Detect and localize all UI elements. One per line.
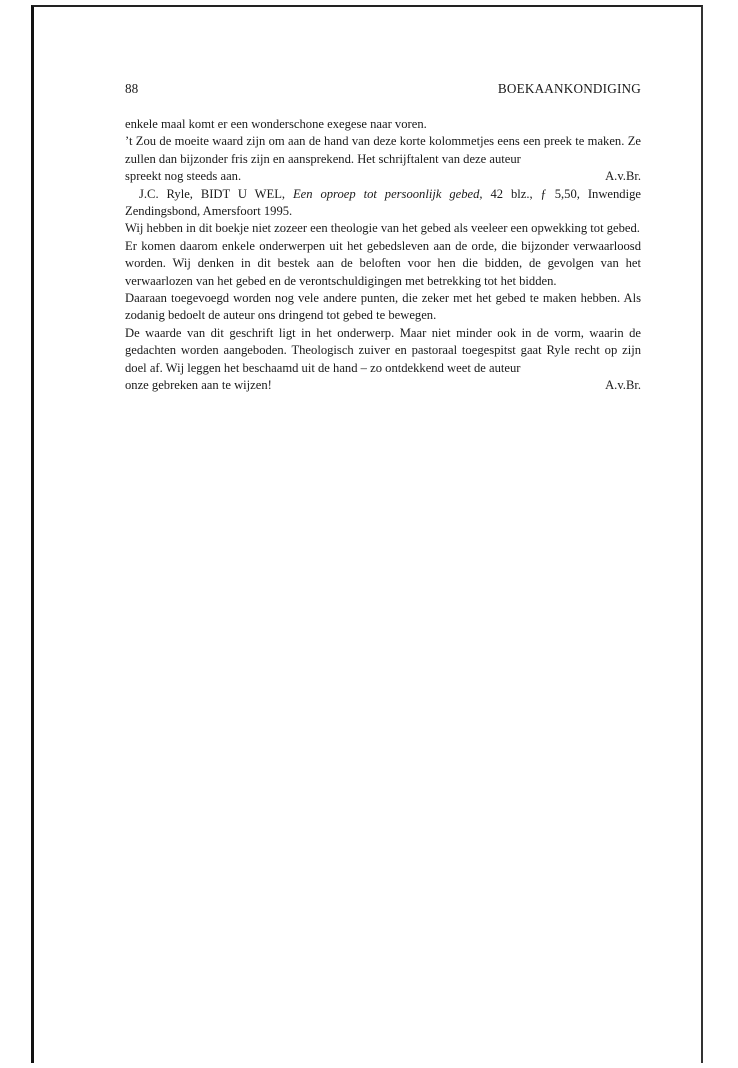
- page-number: 88: [125, 81, 139, 96]
- review2-closing-line: [125, 377, 641, 394]
- review1-paragraph: ’t Zou de moeite waard zijn om aan de hand van deze korte kolommetjes eens een preek te maken. Ze zullen dan bijzonder fris zijn en aansprekend. Het schrijftalent van deze auteur: [125, 134, 641, 166]
- review2-signature: A.v.Br.: [605, 378, 641, 393]
- page-header: [125, 80, 641, 98]
- review2-citation: [125, 186, 641, 221]
- review2-paragraph-1: Wij hebben in dit boekje niet zozeer een theologie van het gebed als veeleer een opwekking tot gebed.: [125, 221, 640, 236]
- citation-title: Een oproep tot persoonlijk gebed,: [292, 186, 483, 201]
- running-title: BOEKAANKONDIGING: [497, 81, 641, 96]
- review1-paragraph-end: spreekt nog steeds aan.: [125, 169, 242, 184]
- review2-paragraph-4: De waarde van dit geschrift ligt in het onderwerp. Maar niet minder ook in de vorm, waarin de gedachten worden aangeboden. Theologisch zuiver en pastoraal toegespitst gaat Ryle recht op zijn doel af. Wij leggen het beschaamd uit de hand – zo ontdekkend weet de auteur: [125, 325, 641, 375]
- review2-paragraph-3: Daaraan toegevoegd worden nog vele andere punten, die zeker met het gebed te maken hebben. Als zodanig bedoelt de auteur ons dringend tot gebed te bewegen.: [125, 291, 641, 323]
- review2-paragraph-2: Er komen daarom enkele onderwerpen uit het gebedsleven aan de orde, die bijzonder verwaarloosd worden. Wij denken in dit bestek aan de beloften voor hen die bidden, de gevolgen van het verwaarlozen van het gebed en de verontschuldigingen met betrekking tot het bidden.: [125, 238, 641, 288]
- review1-line: enkele maal komt er een wonderschone exegese naar voren.: [125, 117, 427, 131]
- review1-signature: A.v.Br.: [605, 169, 641, 184]
- citation-author: J.C. Ryle, BIDT U WEL,: [139, 186, 293, 201]
- citation-details: 42 blz., ƒ 5,50, Inwendige Zendingsbond, Amersfoort 1995.: [125, 186, 641, 219]
- review1-closing-line: [125, 168, 641, 185]
- review2-paragraph-end: onze gebreken aan te wijzen!: [125, 378, 272, 393]
- page-body: [125, 116, 641, 395]
